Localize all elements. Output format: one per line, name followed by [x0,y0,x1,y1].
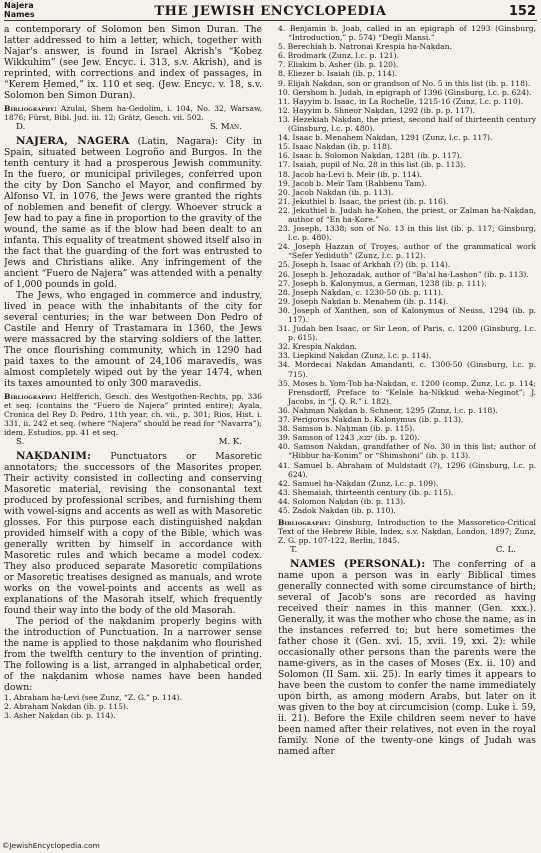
running-head-first-word: Najera [4,1,34,10]
signature-author: C. L. [495,545,516,556]
list-item: 1. Abraham ha-Levi (see Zunz, “Z. G.” p. 114). [4,693,182,702]
bibliography-label: Bibliography: [4,104,57,113]
bibliography-najera [4,392,262,437]
list-item: 44. Solomon Naḳdan (ib. p. 113). [278,496,406,506]
bibliography-label: Bibliography: [278,518,331,528]
bibliography-text: Azulai, Shem ha-Gedolim, i. 104, No. 32, Warsaw, 1876; Fürst, Bibl. Jud. iii. 12; Grätz, Gesch. vii. 502. [4,104,262,122]
list-item: 16. Isaac b. Solomon Naḳdan, 1281 (ib. p. 117). [278,151,462,161]
header-rule [4,20,537,21]
bibliography-text: Helfferich, Gesch. des Westgothen-Rechts, pp. 336 et seq. (contains the “Fuero de Najera” printed entire); Ayala, Cronica del Rey D. Pedro, 11th year, ch. vii., p. 301; Rios, Hist. i. 331, ii. 242 et seq. (where “Najera” should be read for “Navarra”); idem, Estudios, pp. 41 et seq. [4,392,262,437]
nakdanim-list-continued [278,24,536,515]
list-item: 21. Jekuthiel b. Isaac, the priest (ib. p. 116). [278,196,449,206]
signature-author: S. Man. [209,122,242,132]
list-item: 7. Eliakim b. Asher (ib. p. 120). [278,60,399,70]
list-item: 42. Samuel ha-Naḳdan (Zunz, l.c. p. 109). [278,478,439,488]
list-item: 17. Isaiah, pupil of No. 28 in this list (ib. p. 113). [278,160,466,170]
bibliography-nakdanim [278,518,536,545]
list-item: 26. Joseph b. Jehozadak, author of “Ba'al ha-Lashon” (ib. p. 113). [278,269,529,279]
list-item: 4. Benjamin b. Joab, called in an epigraph of 1293 (Ginsburg, “Introduction,” p. 574) “Degli Mansi.” [278,24,536,43]
list-item: 2. Abraham Naḳdan (ib. p. 115). [4,702,129,712]
list-item: 41. Samuel b. Abraham of Muldstadt (?), 1296 (Ginsburg, l.c. p. 624). [278,460,536,479]
list-item: 29. Joseph Naḳdan b. Menahem (ib. p. 114). [278,296,449,306]
list-item: 28. Joseph Naḳdan, c. 1230-50 (ib. p. 111). [278,287,444,297]
list-item: 20. Jacob Naḳdan (ib. p. 113). [278,187,394,197]
list-item: 11. Ḥayyim b. Isaac, in La Rochelle, 1215-16 (Zunz, l.c. p. 110). [278,96,524,106]
list-item: 31. Judah ben Isaac, or Sir Leon, of Paris, c. 1200 (Ginsburg, l.c. p. 615). [278,324,536,343]
list-item: 35. Moses b. Yom-Tob ha-Naḳdan, c. 1200 (comp. Zunz, l.c. p. 114; Frensdorff, Preface to “Kelale ha-Niḳḳud weha-Neginot”; J. Jacobs, in “J. Q. R.” i. 182). [278,378,536,406]
list-item: 37. Perigoros Naḳdan b. Kalonymus (ib. p. 113). [278,415,464,425]
article-names-personal [278,559,536,757]
signature-initial: T. [290,545,298,556]
right-column [278,24,536,846]
headword-nakdanim: NAḲDANIM: [16,450,92,462]
list-item: 9. Elijah Naḳdan, son or grandson of No. 5 in this list (ib. p. 118). [278,78,531,88]
list-item: 43. Shemaiah, thirteenth century (ib. p. 115). [278,487,454,497]
publication-title: THE JEWISH ENCYCLOPEDIA [154,4,387,19]
list-item: 30. Joseph of Xanthen, son of Kalonymus of Neuss, 1294 (ib. p. 117). [278,305,536,324]
list-item: 10. Gershom b. Judah, in epigraph of 1396 (Ginsburg, l.c. p. 624). [278,87,532,97]
list-item: 19. Jacob b. Meïr Tam (Rabbenu Tam). [278,178,427,188]
article-text: The conferring of a name upon a person was in early Biblical times generally connected with some circumstance of birth; several of Jacob's sons are recorded as having received their names in this manner (Gen. xxx.). Generally, it was the mother who chose the name, as in the instances referred to; but here sometimes the father chose it (Gen. xvi. 15, xvii. 19, xxi. 2): while occasionally other persons than the parents were the name-givers, as in the cases of Moses (Ex. ii. 10) and Solomon (II Sam. xii. 25). In early times it appears to have been the custom to confer the name immediately upon birth, as among modern Arabs, but later on it was given to the boy at circumcision (comp. Luke i. 59, ii. 21). Before the Exile children seem never to have been named after their relatives, not even in the royal family. None of the twenty-one kings of Judah was named after [278,559,536,758]
list-item: 32. Krespia Naḳdan. [278,342,357,352]
signature-author: M. K. [218,437,242,447]
page-header [0,0,541,22]
copyright-watermark: ©JewishEncyclopedia.com [2,841,100,850]
list-item: 38. Samson b. Naḥman (ib. p. 115). [278,424,415,434]
list-item: 6. Brodmark (Zunz, l.c. p. 121). [278,51,400,61]
list-item: 12. Ḥayyim b. Shneor Naḳdan, 1292 (ib. p. p. 117). [278,105,475,115]
list-item: 27. Joseph b. Kalonymus, a German, 1238 (ib. p. 111). [278,278,487,288]
signature-initial: D. [16,122,26,132]
list-item: 40. Samson Naḳdan, grandfather of No. 30 in this list; author of “Ḥibbur ha-Ḳonim” or “Shimshoni” (ib. p. 113). [278,442,536,461]
page-number: 152 [508,4,536,19]
bibliography-najar [4,104,262,122]
list-item: 14. Isaac b. Menahem Naḳdan, 1291 (Zunz, l.c. p. 117). [278,133,493,143]
list-item: 23. Joseph, 1338; son of No. 13 in this list (ib. p. 117; Ginsburg, l.c. p. 480). [278,224,536,243]
article-text: (Latin, Nagara): City in Spain, situated between Logroño and Burgos. In the tenth century it had a prosperous Jewish community. In the fuero, or municipal privileges, conferred upon the city by Don Sancho el Mayor, and confirmed by Alfonso VI. in 1076, the Jews were granted the rights of noblemen and benefit of clergy. Whoever struck a Jew had to pay a fine in proportion to the gravity of the wound, the same as if the blow had been dealt to an infanta. This equality of treatment showed itself also in the fact that the guarding of the fort was entrusted to Jews and Christians alike. Any infringement of the ancient “Fuero de Najera” was attended with a penalty of 1,000 pounds in gold. [4,136,262,290]
nakdanim-list-start [4,693,262,720]
article-nakdanim-paragraph-2: The period of the naḳdanim properly begins with the introduction of Punctuation. In a narrower sense the name is applied to those naḳdanim who flourished from the twelfth century to the invention of printing. The following is a list, arranged in alphabetical order, of the naḳdanim whose names have been handed down: [4,616,262,693]
signature-line [278,545,536,555]
list-item: 24. Joseph Ḥazzan of Troyes, author of the grammatical work “Sefer Yediduth” (Zunz, l.c. p. 112). [278,242,536,261]
list-item: 5. Berechiah b. Natronai Krespia ha-Naḳdan. [278,42,453,52]
list-item: 45. Zadok Naḳdan (ib. p. 110). [278,505,396,515]
list-item: 15. Isaac Naḳdan (ib. p. 118). [278,142,393,152]
signature-initial: S. [16,437,25,447]
bibliography-text: Ginsburg, Introduction to the Massoretico-Critical Text of the Hebrew Bible, Index, s.v. Naḳdan, London, 1897; Zunz, Z. G. pp. 107-122, Berlin, 1845. [278,518,536,546]
continued-article-text: a contemporary of Solomon ben Simon Duran. The latter addressed to him a letter, which, together with Najar's answer, is found in Israel Akrish's “Ḳobeẓ Wikkuhim” (see Jew. Encyc. i. 313, s.v. Akrish), and is reprinted, with corrections and index of passages, in “Kerem Ḥemed,” ix. 110 et seq. (Jew. Encyc. v. 18, s.v. Solomon ben Simon Duran). [4,24,262,101]
article-nakdanim [4,451,262,616]
article-najera-paragraph-2: The Jews, who engaged in commerce and industry, lived in peace with the inhabitants of the city for several centuries; in the war between Don Pedro of Castile and Henry of Trastamara in 1360, the Jews were massacred by the starving soldiers of the latter. The once flourishing community, which in 1290 had paid taxes to the amount of 24,106 maravedis, was almost completely wiped out by the year 1474, when its taxes amounted to only 300 maravedis. [4,290,262,389]
list-item: 39. Samson of יסנא, 1243 (ib. p. 120). [278,433,420,443]
article-text: Punctuators or Masoretic annotators; the successors of the Masorites proper. Their activity consisted in collecting and conserving Masoretic material, revising the consonantal text produced by professional scribes, and furnishing them with vowel-signs and accents as well as with Masoretic glosses. For this purpose each distinguished naḳdan provided himself with a copy of the Bible, which was generally written by himself in accordance with Masoretic rules and which became a model codex. They also produced separate Masoretic compilations or Masoretic treatises designed as manuals, and wrote works on the vowel-points and accents as well as explanations of the Masorah itself, which frequently found their way into the body of the old Masorah. [4,451,262,616]
bibliography-label: Bibliography: [4,392,57,401]
signature-line [4,122,262,132]
list-item: 22. Jekuthiel b. Judah ha-Kohen, the priest, or Zalman ha-Naḳdan, author of “En ha-Ḳore.” [278,205,536,224]
list-item: 33. Liepkind Naḳdan (Zunz, l.c. p. 114). [278,351,432,361]
running-head-last-word: Names [4,10,35,19]
list-item: 8. Eliezer b. Isaiah (ib. p. 114). [278,69,398,79]
list-item: 18. Jacob ha-Levi b. Meir (ib. p. 114). [278,169,422,179]
list-item: 3. Asher Naḳdan (ib. p. 114). [4,711,116,721]
list-item: 25. Joseph b. Isaac of Arkhah (?) (ib. p. 114). [278,260,451,270]
headword-names: NAMES (PERSONAL): [290,558,426,571]
list-item: 36. Naḥman Naḳdan b. Schneor, 1295 (Zunz, l.c. p. 118). [278,405,498,415]
list-item: 13. Hezekiah Naḳdan, the priest, second half of thirteenth century (Ginsburg, l.c. p. 480). [278,114,536,134]
list-item: 34. Mordecai Naḳdan Amandanti, c. 1300-50 (Ginsburg, l.c. p. 715). [278,360,536,379]
signature-line [4,437,262,447]
headword-najera: NAJERA, NAGERA [16,135,130,147]
left-column [4,24,262,846]
article-najera [4,136,262,290]
